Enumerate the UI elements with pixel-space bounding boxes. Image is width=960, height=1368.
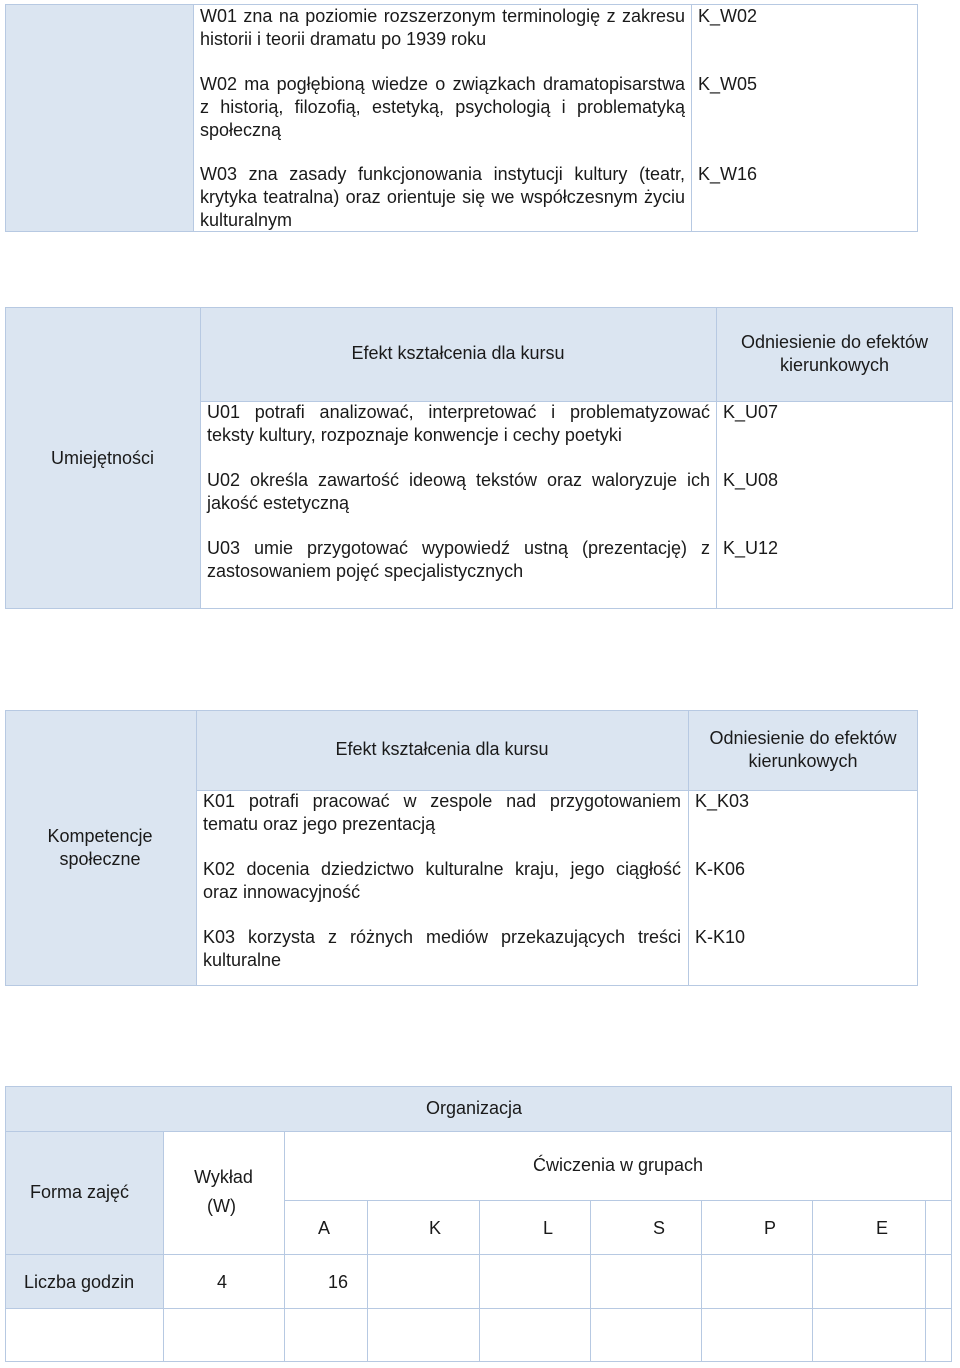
org-title: Organizacja [425,1098,523,1118]
org-wyklad-label: Wykład [194,1167,253,1187]
u01-text: U01 potrafi analizować, interpretować i problematyzować teksty kultury, rozpoznaje konwencje i cechy poetyki [207,402,710,445]
u03-code: K_U12 [723,538,779,558]
k01-code: K_K03 [695,791,750,811]
org-liczba-a: 16 [328,1272,349,1292]
u02-code: K_U08 [723,470,779,490]
org-liczba-wyklad: 4 [217,1272,228,1292]
u02-text: U02 określa zawartość ideową tekstów oraz waloryzuje ich jakość estetyczną [207,470,710,513]
u03-text: U03 umie przygotować wypowiedź ustną (prezentację) z zastosowaniem pojęć specjalistycznych [207,538,710,581]
k-header-ref: Odniesienie do efektów kierunkowych [709,728,897,771]
k03-text: K03 korzysta z różnych mediów przekazujących treści kulturalne [203,927,681,970]
org-subcol-l: L [543,1218,554,1238]
w03-text: W03 zna zasady funkcjonowania instytucji kultury (teatr, krytyka teatralna) oraz orientuje się we współczesnym życiu kulturalnym [200,164,685,230]
k02-text: K02 docenia dziedzictwo kulturalne kraju, jego ciągłość oraz innowacyjność [203,859,681,902]
org-forma-label: Forma zajęć [30,1182,130,1202]
u-header-ref: Odniesienie do efektów kierunkowych [740,332,929,375]
org-liczba-label: Liczba godzin [24,1272,135,1292]
org-subcol-k: K [429,1218,442,1238]
k03-code: K-K10 [695,927,746,947]
k-category-label: Kompetencje społeczne [47,826,153,869]
u-category-label: Umiejętności [50,448,155,468]
w03-code: K_W16 [698,164,758,184]
org-cwiczenia-label: Ćwiczenia w grupach [532,1155,704,1175]
org-wyklad-abbr: (W) [207,1196,236,1216]
org-subcol-s: S [653,1218,666,1238]
k01-text: K01 potrafi pracować w zespole nad przygotowaniem tematu oraz jego prezentacją [203,791,681,834]
org-subcol-a: A [318,1218,331,1238]
k02-code: K-K06 [695,859,746,879]
org-subcol-e: E [876,1218,889,1238]
w01-code: K_W02 [698,6,758,26]
k-header-effect: Efekt kształcenia dla kursu [335,739,549,759]
w02-text: W02 ma pogłębioną wiedze o związkach dramatopisarstwa z historią, filozofią, estetyką, psychologią i problematyką społeczną [200,74,685,140]
w02-code: K_W05 [698,74,758,94]
org-subcol-p: P [764,1218,777,1238]
u01-code: K_U07 [723,402,779,422]
w01-text: W01 zna na poziomie rozszerzonym terminologię z zakresu historii i teorii dramatu po 1939 roku [200,6,685,49]
u-header-effect: Efekt kształcenia dla kursu [351,343,565,363]
